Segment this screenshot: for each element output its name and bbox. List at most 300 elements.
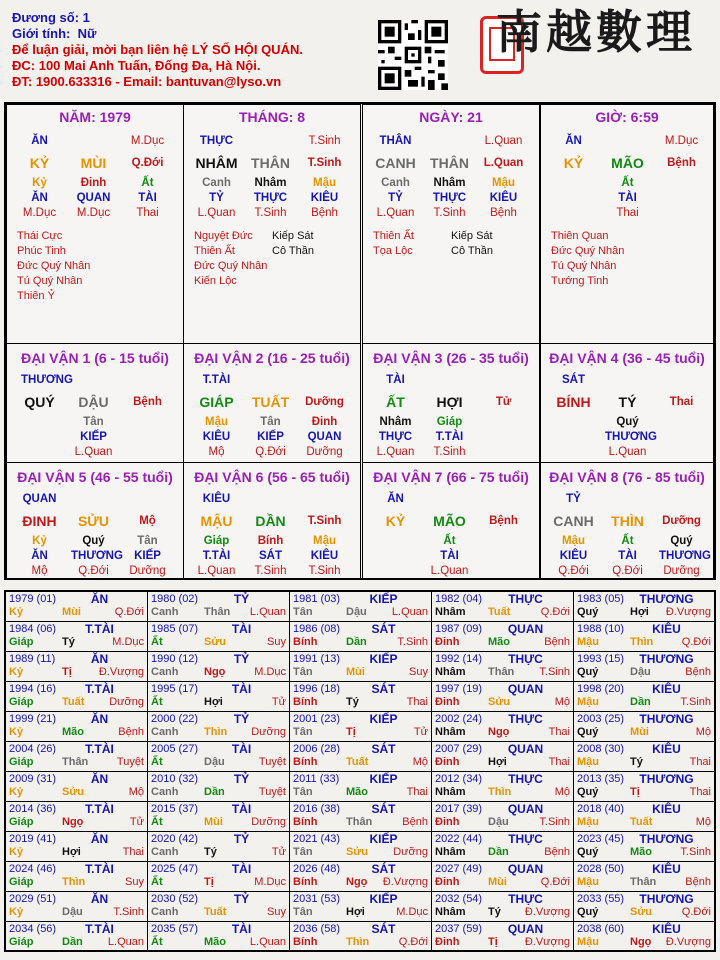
year-label: 2032 (54) — [435, 893, 483, 905]
year-cell[interactable] — [290, 802, 432, 832]
year-stem: Giáp — [9, 816, 34, 828]
year-stem: Quý — [577, 666, 599, 678]
star-item: Nguyệt Đức — [194, 230, 253, 242]
star-item: Đức Quý Nhân — [551, 245, 625, 257]
year-cell[interactable] — [290, 922, 432, 952]
year-cell[interactable] — [290, 592, 432, 622]
dai-van-title: ĐẠI VẬN 8 (76 - 85 tuổi) — [549, 469, 705, 485]
year-branch: Thìn — [630, 636, 654, 648]
year-cell[interactable] — [574, 922, 714, 952]
hidden-ten-god: THỰC — [253, 192, 288, 204]
star-item: Kiếp Sát — [451, 230, 493, 242]
year-status: Q.Đới — [681, 906, 711, 918]
year-ten-god: TỶ — [233, 592, 250, 606]
hidden-stem: Canh — [381, 177, 410, 189]
year-cell[interactable] — [6, 682, 148, 712]
year-stem: Tân — [293, 846, 313, 858]
year-cell[interactable] — [148, 712, 290, 742]
year-branch: Tuất — [630, 816, 653, 828]
year-cell[interactable] — [574, 802, 714, 832]
year-cell[interactable] — [148, 682, 290, 712]
year-status: Bệnh — [544, 846, 570, 858]
header-line3: Để luận giải, mời bạn liên hệ LÝ SỐ HỘI QUÁN. — [12, 42, 303, 57]
pillar-branch: MÙI — [80, 155, 107, 171]
header-line5: ĐT: 1900.633316 - Email: bantuvan@lyso.vn — [12, 74, 282, 89]
year-stem: Ất — [151, 936, 163, 948]
star-item: Thiên Quan — [551, 230, 609, 242]
year-cell[interactable] — [574, 772, 714, 802]
dai-van-stem: MẬU — [200, 513, 233, 529]
year-branch: Mão — [346, 786, 368, 798]
year-ten-god: ĂN — [90, 652, 109, 666]
year-branch: Thìn — [62, 876, 86, 888]
year-cell[interactable] — [148, 622, 290, 652]
year-cell[interactable] — [432, 832, 574, 862]
year-status: Suy — [125, 876, 144, 888]
year-stem: Nhâm — [435, 666, 466, 678]
year-branch: Tuất — [346, 756, 369, 768]
dai-van-cell[interactable] — [183, 462, 361, 579]
year-status: Thai — [122, 846, 144, 858]
year-cell[interactable] — [432, 742, 574, 772]
year-label: 2035 (57) — [151, 923, 199, 935]
hidden-status: L.Quan — [376, 446, 415, 458]
year-stem: Bính — [293, 936, 318, 948]
year-cell[interactable] — [148, 802, 290, 832]
year-status: Q.Đới — [398, 936, 428, 948]
year-cell[interactable] — [6, 742, 148, 772]
year-cell[interactable] — [148, 892, 290, 922]
year-cell[interactable] — [290, 712, 432, 742]
year-ten-god: SÁT — [371, 862, 396, 876]
year-cell[interactable] — [148, 862, 290, 892]
year-cell[interactable] — [148, 652, 290, 682]
year-ten-god: THƯƠNG — [639, 592, 694, 606]
hidden-stem: Canh — [202, 177, 231, 189]
year-branch: Thân — [630, 876, 657, 888]
year-status: Bệnh — [118, 726, 144, 738]
dai-van-cell[interactable] — [540, 343, 714, 463]
dai-van-branch: MÃO — [433, 513, 466, 529]
year-label: 2012 (34) — [435, 773, 483, 785]
pillar-ten-god: ĂN — [31, 135, 48, 147]
year-ten-god: KIẾP — [369, 772, 398, 786]
logo-text: 南越數理 — [496, 5, 696, 59]
year-branch: Tý — [204, 846, 217, 858]
year-ten-god: ĂN — [90, 832, 109, 846]
year-cell[interactable] — [290, 652, 432, 682]
year-stem: Bính — [293, 696, 318, 708]
hidden-ten-god: KIÊU — [559, 550, 588, 562]
hidden-status: T.Sinh — [433, 207, 466, 219]
year-label: 2017 (39) — [435, 803, 483, 815]
year-stem: Kỷ — [9, 726, 24, 738]
pillar-ten-god-status: M.Dục — [130, 135, 165, 147]
year-cell[interactable] — [6, 592, 148, 622]
year-cell[interactable] — [148, 772, 290, 802]
hidden-status: Q.Đới — [612, 565, 643, 577]
year-status: Dưỡng — [393, 846, 428, 858]
hidden-ten-god: TÀI — [138, 192, 157, 204]
dai-van-status: Dưỡng — [305, 396, 344, 408]
year-label: 2024 (46) — [9, 863, 57, 875]
star-item: Thái Cực — [17, 230, 63, 242]
dai-van-cell[interactable] — [362, 343, 540, 463]
year-branch: Tị — [204, 876, 214, 888]
year-cell[interactable] — [6, 832, 148, 862]
hidden-ten-god: THỰC — [432, 192, 467, 204]
star-list-2 — [451, 229, 493, 259]
hidden-status: Mộ — [31, 565, 48, 577]
year-cell[interactable] — [574, 652, 714, 682]
year-label: 1999 (21) — [9, 713, 57, 725]
year-ten-god: KIÊU — [652, 682, 681, 696]
year-label: 1998 (20) — [577, 683, 625, 695]
pillar-ten-god: ĂN — [565, 135, 582, 147]
year-cell[interactable] — [290, 622, 432, 652]
year-cell[interactable] — [574, 592, 714, 622]
pillar-cell[interactable] — [183, 104, 361, 344]
year-ten-god: THỰC — [508, 892, 543, 906]
year-ten-god: ĂN — [90, 892, 109, 906]
year-label: 2030 (52) — [151, 893, 199, 905]
year-cell[interactable] — [574, 622, 714, 652]
year-stem: Ất — [151, 636, 163, 648]
year-cell[interactable] — [290, 862, 432, 892]
pillar-stem: CANH — [375, 155, 416, 171]
dai-van-stem: ĐINH — [22, 513, 57, 529]
pillar-stem: KỶ — [563, 155, 584, 171]
qr-code-icon[interactable] — [378, 20, 448, 90]
year-label: 1989 (11) — [9, 653, 56, 665]
year-branch: Mùi — [630, 726, 649, 738]
year-cell[interactable] — [290, 892, 432, 922]
year-label: 2003 (25) — [577, 713, 625, 725]
year-label: 2020 (42) — [151, 833, 199, 845]
year-label: 2004 (26) — [9, 743, 57, 755]
year-label: 2008 (30) — [577, 743, 625, 755]
year-cell[interactable] — [148, 922, 290, 952]
year-status: Đ.Vượng — [665, 606, 711, 618]
year-cell[interactable] — [6, 772, 148, 802]
hidden-status: M.Dục — [76, 207, 111, 219]
year-branch: Mùi — [62, 606, 81, 618]
year-branch: Hợi — [630, 606, 649, 618]
year-cell[interactable] — [6, 652, 148, 682]
header-line1: Đương số: 1 — [12, 10, 90, 25]
year-cell[interactable] — [6, 862, 148, 892]
dai-van-stem: KỶ — [385, 513, 406, 529]
year-branch: Thìn — [204, 726, 228, 738]
hidden-ten-god: TÀI — [618, 550, 637, 562]
year-branch: Dần — [630, 696, 651, 708]
year-ten-god: KIẾP — [369, 592, 398, 606]
year-status: Tuyệt — [258, 786, 286, 798]
pillar-title: THÁNG: 8 — [238, 109, 306, 125]
dai-van-title: ĐẠI VẬN 7 (66 - 75 tuổi) — [373, 469, 529, 485]
year-ten-god: QUAN — [507, 682, 544, 696]
hidden-stem: Mậu — [313, 177, 336, 189]
year-stem: Mậu — [577, 936, 599, 948]
year-cell[interactable] — [432, 772, 574, 802]
year-label: 1996 (18) — [293, 683, 341, 695]
year-cell[interactable] — [6, 892, 148, 922]
year-ten-god: KIÊU — [652, 802, 681, 816]
dai-van-status: Bệnh — [489, 515, 518, 527]
dai-van-branch: HỢI — [436, 394, 463, 410]
hidden-stem: Mậu — [492, 177, 515, 189]
year-stem: Tân — [293, 726, 313, 738]
year-cell[interactable] — [432, 892, 574, 922]
dai-van-stem: ẤT — [386, 394, 405, 410]
hidden-status: L.Quan — [608, 446, 647, 458]
bazi-chart — [4, 102, 716, 580]
year-stem: Mậu — [577, 816, 599, 828]
hidden-status: Bệnh — [311, 207, 338, 219]
year-label: 2028 (50) — [577, 863, 625, 875]
dai-van-ten-god: ĂN — [387, 493, 404, 505]
year-cell[interactable] — [6, 622, 148, 652]
hidden-status: L.Quan — [376, 207, 415, 219]
year-status: Tử — [271, 846, 286, 858]
year-label: 1986 (08) — [293, 623, 341, 635]
year-ten-god: QUAN — [507, 862, 544, 876]
year-label: 2034 (56) — [9, 923, 57, 935]
dai-van-stem: GIÁP — [199, 394, 234, 410]
year-label: 1984 (06) — [9, 623, 57, 635]
year-stem: Kỷ — [9, 606, 24, 618]
year-cell[interactable] — [574, 742, 714, 772]
pillar-cell[interactable] — [6, 104, 184, 344]
star-item: Kiếp Sát — [272, 230, 314, 242]
hidden-ten-god: KIẾP — [80, 431, 107, 443]
dai-van-cell[interactable] — [362, 462, 540, 579]
year-status: L.Quan — [391, 606, 428, 618]
pillar-cell[interactable] — [362, 104, 540, 344]
year-cell[interactable] — [432, 862, 574, 892]
year-ten-god: TÀI — [231, 862, 252, 876]
year-cell[interactable] — [574, 862, 714, 892]
year-cell[interactable] — [290, 772, 432, 802]
hidden-ten-god: TỶ — [388, 192, 403, 204]
pillar-ten-god: THÂN — [379, 135, 412, 147]
year-stem: Quý — [577, 906, 599, 918]
year-ten-god: TÀI — [231, 922, 252, 936]
hidden-status: T.Sinh — [308, 565, 341, 577]
year-label: 2029 (51) — [9, 893, 57, 905]
year-stem: Đinh — [435, 696, 460, 708]
dai-van-cell[interactable] — [540, 462, 714, 579]
hidden-ten-god: QUAN — [76, 192, 111, 204]
year-status: Tử — [129, 816, 144, 828]
year-cell[interactable] — [432, 802, 574, 832]
dai-van-branch: TÝ — [618, 394, 637, 410]
year-status: L.Quan — [107, 936, 144, 948]
year-cell[interactable] — [290, 682, 432, 712]
year-ten-god: KIÊU — [652, 862, 681, 876]
year-label: 2013 (35) — [577, 773, 625, 785]
year-status: M.Dục — [396, 906, 428, 918]
year-status: T.Sinh — [539, 816, 570, 828]
year-branch: Dần — [488, 846, 509, 858]
year-ten-god: SÁT — [371, 682, 396, 696]
year-label: 2021 (43) — [293, 833, 341, 845]
year-cell[interactable] — [574, 832, 714, 862]
year-ten-god: KIẾP — [369, 892, 398, 906]
pillar-status: L.Quan — [483, 157, 524, 169]
dai-van-cell[interactable] — [6, 343, 184, 463]
dai-van-branch: DẦN — [255, 513, 286, 529]
year-stem: Canh — [151, 726, 179, 738]
year-branch: Mão — [488, 636, 510, 648]
year-ten-god: THƯƠNG — [639, 772, 694, 786]
year-cell[interactable] — [574, 892, 714, 922]
year-status: Dưỡng — [109, 696, 144, 708]
year-ten-god: ĂN — [90, 592, 109, 606]
hidden-stem: Mậu — [562, 535, 585, 547]
year-cell[interactable] — [574, 682, 714, 712]
year-branch: Tý — [62, 636, 75, 648]
year-branch: Thân — [346, 816, 373, 828]
year-label: 1993 (15) — [577, 653, 625, 665]
year-ten-god: SÁT — [371, 742, 396, 756]
year-branch: Hợi — [488, 756, 507, 768]
year-stem: Bính — [293, 816, 318, 828]
dai-van-ten-god: TỶ — [566, 493, 581, 505]
year-cell[interactable] — [290, 742, 432, 772]
year-label: 1979 (01) — [9, 593, 57, 605]
hidden-status: Dưỡng — [306, 446, 343, 458]
year-cell[interactable] — [432, 712, 574, 742]
dai-van-title: ĐẠI VẬN 2 (16 - 25 tuổi) — [194, 350, 350, 366]
hidden-stem: Giáp — [436, 416, 463, 428]
year-branch: Mùi — [488, 876, 507, 888]
year-status: Thai — [406, 786, 428, 798]
dai-van-ten-god: SÁT — [562, 374, 585, 386]
year-label: 2010 (32) — [151, 773, 199, 785]
star-item: Kiến Lộc — [194, 275, 237, 287]
year-cell[interactable] — [290, 832, 432, 862]
pillar-cell[interactable] — [540, 104, 714, 344]
year-status: Thai — [548, 726, 570, 738]
year-branch: Tuất — [488, 606, 511, 618]
year-stem: Giáp — [9, 696, 34, 708]
year-cell[interactable] — [432, 922, 574, 952]
year-cell[interactable] — [148, 832, 290, 862]
year-cell[interactable] — [432, 592, 574, 622]
star-item: Thiên Ỷ — [17, 290, 55, 302]
hidden-stem: Ất — [141, 177, 154, 189]
dai-van-stem: BÍNH — [556, 394, 591, 410]
year-status: Mộ — [554, 786, 570, 798]
hidden-ten-god: THỰC — [378, 431, 413, 443]
year-status: T.Sinh — [539, 666, 570, 678]
year-branch: Dần — [62, 936, 83, 948]
year-label: 2033 (55) — [577, 893, 625, 905]
dai-van-ten-god: THƯƠNG — [21, 374, 73, 386]
year-label: 2026 (48) — [293, 863, 341, 875]
year-status: Q.Đới — [114, 606, 144, 618]
hidden-status: T.Sinh — [254, 565, 287, 577]
year-ten-god: KIÊU — [652, 742, 681, 756]
year-branch: Ngọ — [630, 936, 652, 948]
hidden-stem: Nhâm — [254, 177, 287, 189]
year-cell[interactable] — [6, 802, 148, 832]
year-label: 1980 (02) — [151, 593, 199, 605]
year-status: Đ.Vượng — [524, 906, 570, 918]
dai-van-cell[interactable] — [6, 462, 184, 579]
year-status: Đ.Vượng — [665, 936, 711, 948]
dai-van-cell[interactable] — [183, 343, 361, 463]
pillar-branch: THÂN — [430, 155, 469, 171]
year-ten-god: TỶ — [233, 712, 250, 726]
year-cell[interactable] — [6, 922, 148, 952]
hidden-status: Mộ — [208, 446, 225, 458]
year-ten-god: T.TÀI — [85, 682, 114, 696]
year-ten-god: THỰC — [508, 592, 543, 606]
pillar-stem: NHÂM — [195, 155, 238, 171]
year-stem: Đinh — [435, 636, 460, 648]
year-branch: Mão — [204, 936, 226, 948]
year-stem: Mậu — [577, 696, 599, 708]
header-info — [12, 10, 303, 90]
year-cell[interactable] — [148, 742, 290, 772]
year-ten-god: THƯƠNG — [639, 712, 694, 726]
year-cell[interactable] — [432, 652, 574, 682]
year-cell[interactable] — [148, 592, 290, 622]
year-status: Tuyệt — [258, 756, 286, 768]
hidden-stem: Ất — [621, 177, 634, 189]
year-branch: Mùi — [346, 666, 365, 678]
pillar-ten-god-status: M.Dục — [664, 135, 699, 147]
year-label: 2023 (45) — [577, 833, 625, 845]
year-ten-god: ĂN — [90, 772, 109, 786]
annual-luck-grid — [4, 590, 716, 952]
year-status: Bệnh — [402, 816, 428, 828]
year-branch: Hợi — [62, 846, 81, 858]
year-status: Tuyệt — [116, 756, 144, 768]
year-label: 2007 (29) — [435, 743, 483, 755]
year-branch: Tuất — [62, 696, 85, 708]
year-branch: Tị — [346, 726, 356, 738]
pillar-ten-god-status: L.Quan — [484, 135, 523, 147]
year-label: 2022 (44) — [435, 833, 483, 845]
year-ten-god: ĂN — [90, 712, 109, 726]
pillar-ten-god-status: T.Sinh — [308, 135, 341, 147]
star-list — [551, 229, 624, 289]
year-ten-god: TÀI — [231, 682, 252, 696]
year-label: 2036 (58) — [293, 923, 341, 935]
year-cell[interactable] — [574, 712, 714, 742]
year-stem: Canh — [151, 906, 179, 918]
year-stem: Giáp — [9, 756, 34, 768]
year-status: Suy — [267, 906, 286, 918]
year-cell[interactable] — [432, 682, 574, 712]
year-stem: Giáp — [9, 876, 34, 888]
year-status: Mộ — [695, 726, 711, 738]
hidden-stem: Ất — [621, 535, 634, 547]
year-cell[interactable] — [6, 712, 148, 742]
star-list-2 — [272, 229, 314, 259]
year-label: 2011 (33) — [293, 773, 340, 785]
hidden-ten-god: T.TÀI — [202, 550, 231, 562]
year-stem: Mậu — [577, 876, 599, 888]
year-label: 2006 (28) — [293, 743, 341, 755]
year-status: Tử — [271, 696, 286, 708]
year-cell[interactable] — [432, 622, 574, 652]
year-label: 1997 (19) — [435, 683, 483, 695]
year-branch: Dần — [204, 786, 225, 798]
